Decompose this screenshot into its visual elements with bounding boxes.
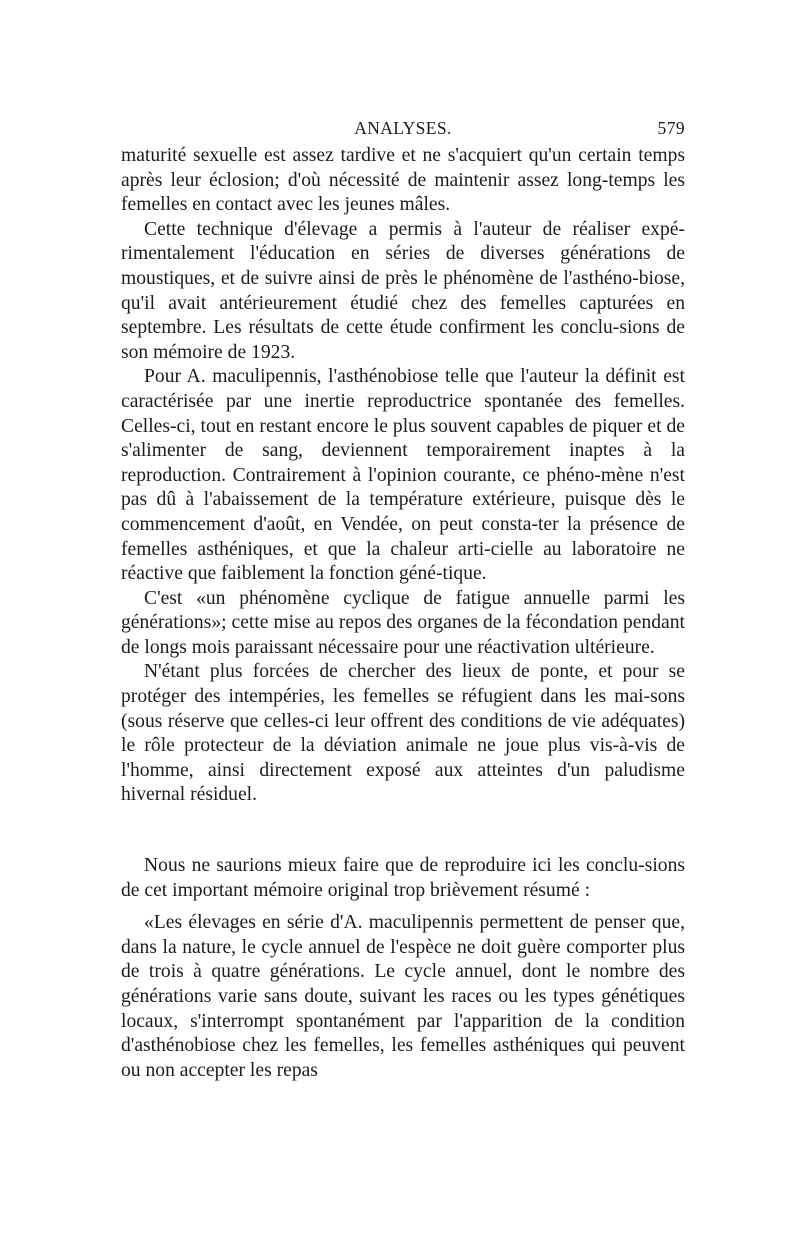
page-header xyxy=(121,118,685,144)
running-title: ANALYSES. xyxy=(354,118,452,138)
paragraph-conclusions-intro: Nous ne saurions mieux faire que de reproduire ici les conclu-sions de cet important mémoire original trop brièvement résumé : xyxy=(121,855,685,901)
paragraph-breeding-technique: Cette technique d'élevage a permis à l'auteur de réaliser expé-rimentalement l'éducation en séries de diverses générations de moustiques, et de suivre ainsi de près le phénomène de l'asthéno-biose, qu'il avait antérieurement étudié chez des femelles capturées en septembre. Les résultats de cette étude confirment les conclu-sions de son mémoire de 1923. xyxy=(121,218,685,363)
paragraph-asthenobiosis: Pour A. maculipennis, l'asthénobiose telle que l'auteur la définit est caractérisée par une inertie reproductrice spontanée des femelles. Celles-ci, tout en restant encore le plus souvent capables de piquer et de s'alimenter de sang, deviennent temporairement inaptes à la reproduction. Contrairement à l'opinion courante, ce phéno-mène n'est pas dû à l'abaissement de la température extérieure, puisque dès le commencement d'août, en Vendée, on peut consta-ter la présence de femelles asthéniques, et que la chaleur arti-cielle au laboratoire ne réactive que faiblement la fonction géné-tique. xyxy=(121,366,685,585)
paragraph-continued: maturité sexuelle est assez tardive et ne s'acquiert qu'un certain temps après leur éclosion; d'où nécessité de maintenir assez long-temps les femelles en contact avec les jeunes mâles. xyxy=(121,145,685,216)
paragraph-cyclic-phenomenon: C'est «un phénomène cyclique de fatigue annuelle parmi les générations»; cette mise au repos des organes de la fécondation pendant de longs mois paraissant nécessaire pour une réactivation ultérieure. xyxy=(121,587,685,658)
book-page xyxy=(121,118,685,1083)
paragraph-quotation: «Les élevages en série d'A. maculipennis permettent de penser que, dans la nature, le cycle annuel de l'espèce ne doit guère comporter plus de trois à quatre générations. Le cycle annuel, dont le nombre des générations varie sans doute, suivant les races ou les types génétiques locaux, s'interrompt spontanément par l'apparition de la condition d'asthénobiose chez les femelles, les femelles asthéniques qui peuvent ou non accepter les repas xyxy=(121,912,685,1081)
paragraph-refuge: N'étant plus forcées de chercher des lieux de ponte, et pour se protéger des intempéries, les femelles se réfugient dans les mai-sons (sous réserve que celles-ci leur offrent des conditions de vie adéquates) le rôle protecteur de la déviation animale ne joue plus vis-à-vis de l'homme, ainsi directement exposé aux atteintes d'un paludisme hivernal résiduel. xyxy=(121,661,685,806)
page-number: 579 xyxy=(657,118,685,138)
